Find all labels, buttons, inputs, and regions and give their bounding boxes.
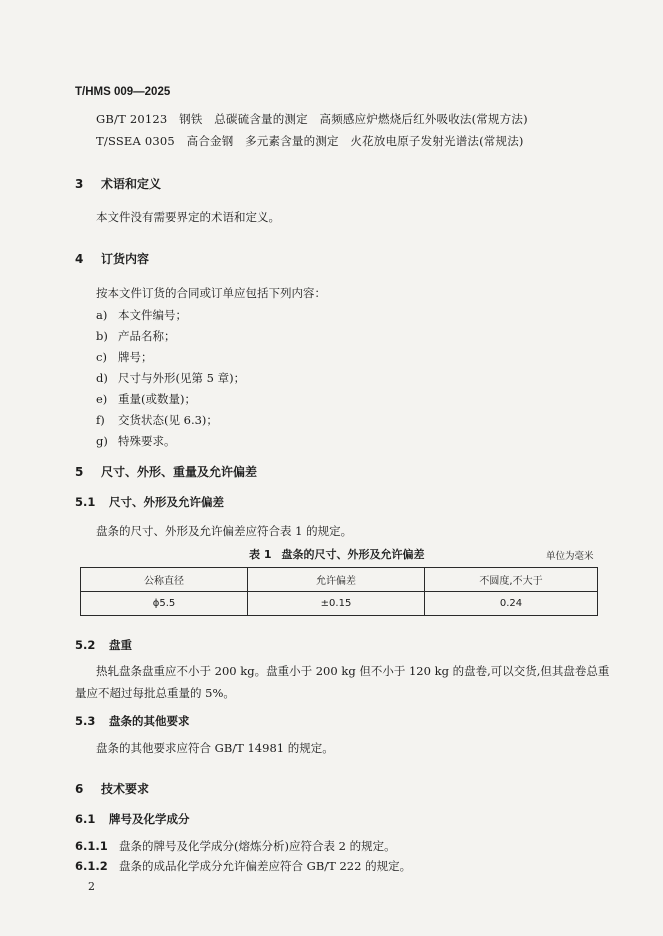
section-5-2-heading xyxy=(75,637,132,653)
clause-6-1-2 xyxy=(75,858,411,874)
list-marker: d) xyxy=(96,371,108,385)
list-item xyxy=(96,307,187,323)
list-item xyxy=(96,412,218,428)
section-5-1-title: 尺寸、外形及允许偏差 xyxy=(109,495,224,509)
section-3-text: 本文件没有需要界定的术语和定义。 xyxy=(96,210,280,224)
table-cell: ±0.15 xyxy=(248,592,425,616)
list-item xyxy=(96,433,176,449)
list-text: 交货状态(见 6.3)； xyxy=(118,413,218,427)
section-4-heading xyxy=(75,250,149,267)
section-6-1-heading xyxy=(75,811,190,827)
section-5-1-number: 5.1 xyxy=(75,495,96,509)
list-text: 特殊要求。 xyxy=(118,434,176,448)
list-text: 尺寸与外形(见第 5 章)； xyxy=(118,371,246,385)
normative-reference-2: T/SSEA 0305 高合金钢 多元素含量的测定 火花放电原子发射光谱法(常规法) xyxy=(96,134,524,148)
list-text: 牌号； xyxy=(118,350,153,364)
table-header-row xyxy=(81,568,598,592)
section-3-title: 术语和定义 xyxy=(101,177,162,191)
doc-code-header: T/HMS 009—2025 xyxy=(75,86,171,98)
list-marker: e) xyxy=(96,392,108,406)
section-5-heading xyxy=(75,463,257,480)
list-marker: g) xyxy=(96,434,108,448)
table-header-cell: 允许偏差 xyxy=(248,568,425,592)
section-6-number: 6 xyxy=(75,782,84,796)
section-4-number: 4 xyxy=(75,252,84,266)
clause-6-1-1-text: 盘条的牌号及化学成分(熔炼分析)应符合表 2 的规定。 xyxy=(119,839,396,853)
table-header-cell: 不圆度,不大于 xyxy=(425,568,598,592)
table-1-title: 盘条的尺寸、外形及允许偏差 xyxy=(281,548,425,561)
section-6-1-title: 牌号及化学成分 xyxy=(109,812,190,826)
clause-6-1-1 xyxy=(75,838,396,854)
page-number: 2 xyxy=(88,880,95,893)
list-marker: a) xyxy=(96,308,108,322)
table-cell: 0.24 xyxy=(425,592,598,616)
table-1-label: 表 1 xyxy=(249,548,272,561)
section-5-3-text: 盘条的其他要求应符合 GB/T 14981 的规定。 xyxy=(96,741,334,755)
section-6-1-number: 6.1 xyxy=(75,812,96,826)
table-1 xyxy=(80,567,598,616)
section-6-title: 技术要求 xyxy=(101,782,150,796)
section-5-1-text: 盘条的尺寸、外形及允许偏差应符合表 1 的规定。 xyxy=(96,524,353,538)
table-1-unit: 单位为毫米 xyxy=(546,551,594,562)
section-3-number: 3 xyxy=(75,177,84,191)
section-4-title: 订货内容 xyxy=(101,252,150,266)
section-5-3-heading xyxy=(75,713,190,729)
list-marker: b) xyxy=(96,329,108,343)
table-row xyxy=(81,592,598,616)
list-text: 产品名称； xyxy=(118,329,176,343)
section-5-3-number: 5.3 xyxy=(75,714,96,728)
section-5-number: 5 xyxy=(75,465,84,479)
list-text: 本文件编号； xyxy=(118,308,187,322)
section-5-2-text-line-2: 量应不超过每批总重量的 5%。 xyxy=(75,686,235,700)
normative-reference-1: GB/T 20123 钢铁 总碳硫含量的测定 高频感应炉燃烧后红外吸收法(常规方法) xyxy=(96,112,528,126)
section-5-3-title: 盘条的其他要求 xyxy=(109,714,190,728)
section-6-heading xyxy=(75,780,149,797)
section-5-2-number: 5.2 xyxy=(75,638,96,652)
list-item xyxy=(96,391,196,407)
list-marker: c) xyxy=(96,350,107,364)
list-item xyxy=(96,349,153,365)
section-5-2-text-line-1: 热轧盘条盘重应不小于 200 kg。盘重小于 200 kg 但不小于 120 kg 的盘卷,可以交货,但其盘卷总重 xyxy=(96,664,610,678)
table-cell: ϕ5.5 xyxy=(81,592,248,616)
list-marker: f) xyxy=(96,413,105,427)
clause-6-1-2-text: 盘条的成品化学成分允许偏差应符合 GB/T 222 的规定。 xyxy=(119,859,412,873)
section-4-intro: 按本文件订货的合同或订单应包括下列内容： xyxy=(96,286,326,300)
section-5-title: 尺寸、外形、重量及允许偏差 xyxy=(101,465,258,479)
list-text: 重量(或数量)； xyxy=(118,392,196,406)
list-item xyxy=(96,328,176,344)
clause-6-1-1-number: 6.1.1 xyxy=(75,839,108,853)
section-5-1-heading xyxy=(75,494,224,510)
section-5-2-title: 盘重 xyxy=(109,638,132,652)
section-3-heading xyxy=(75,175,161,192)
clause-6-1-2-number: 6.1.2 xyxy=(75,859,108,873)
list-item xyxy=(96,370,245,386)
table-1-caption xyxy=(249,546,424,562)
table-header-cell: 公称直径 xyxy=(81,568,248,592)
